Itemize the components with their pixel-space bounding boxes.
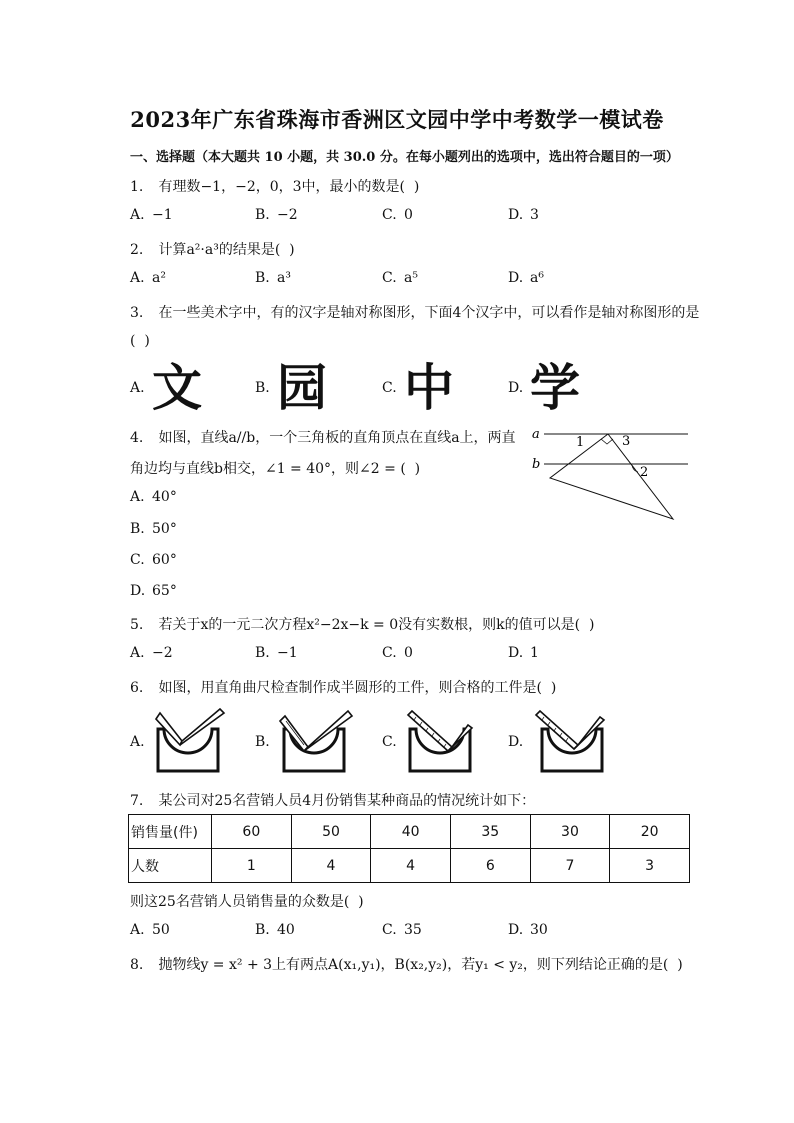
q7-option-c: C. 35 — [382, 922, 422, 938]
table-cell: 50 — [291, 815, 371, 849]
q3-option-a-label: A. — [130, 380, 145, 396]
question-5 — [130, 614, 594, 634]
q3-option-c-character: 中 — [404, 359, 454, 417]
question-text: 某公司对25名营销人员4月份销售某种商品的情况统计如下： — [158, 793, 536, 809]
label-angle-3: 3 — [622, 434, 631, 449]
question-7-continued: 则这25名营销人员销售量的众数是( ) — [130, 894, 364, 910]
question-2 — [130, 239, 295, 259]
q2-option-d: D. a⁶ — [508, 270, 544, 286]
question-6 — [130, 677, 556, 697]
question-number: 2. — [130, 242, 144, 258]
table-header-cell: 销售量(件) — [129, 815, 212, 849]
q7-option-d: D. 30 — [508, 922, 548, 938]
q7-option-b: B. 40 — [255, 922, 295, 938]
question-4-continued: 角边均与直线b相交，∠1 = 40°，则∠2 = ( ) — [130, 461, 421, 477]
question-3-continued: ( ) — [130, 333, 150, 349]
q6-workpiece-b-icon — [276, 707, 356, 775]
table-cell: 3 — [610, 849, 690, 883]
q6-option-b-label: B. — [255, 734, 270, 750]
q2-option-b: B. a³ — [255, 270, 291, 286]
label-line-a: a — [532, 427, 540, 442]
label-angle-2: 2 — [640, 465, 649, 480]
question-text: 抛物线y = x² + 3上有两点A(x₁,y₁)，B(x₂,y₂)，若y₁ < y₂，则下列结论正确的是( ) — [158, 957, 683, 973]
question-text: 若关于x的一元二次方程x²−2x−k = 0没有实数根，则k的值可以是( ) — [158, 617, 595, 633]
question-text: 如图，直线a//b，一个三角板的直角顶点在直线a上，两直 — [158, 430, 516, 446]
q4-option-a: A. 40° — [130, 489, 177, 505]
q5-option-c: C. 0 — [382, 645, 413, 661]
q3-option-b-character: 园 — [277, 359, 327, 417]
q6-option-a-label: A. — [130, 734, 145, 750]
q5-option-a: A. −2 — [130, 645, 173, 661]
q5-option-d: D. 1 — [508, 645, 539, 661]
q4-option-d: D. 65° — [130, 583, 177, 599]
q2-option-a: A. a² — [130, 270, 166, 286]
question-text: 如图，用直角曲尺检查制作成半圆形的工件，则合格的工件是( ) — [158, 680, 557, 696]
q6-option-d-label: D. — [508, 734, 524, 750]
question-number: 1. — [130, 179, 144, 195]
question-number: 7. — [130, 793, 144, 809]
table-cell: 1 — [212, 849, 292, 883]
parallel-lines-triangle-figure — [528, 424, 693, 524]
table-cell: 35 — [450, 815, 530, 849]
question-number: 6. — [130, 680, 144, 696]
q3-option-c-label: C. — [382, 380, 397, 396]
table-row — [129, 815, 690, 849]
question-text: 在一些美术字中，有的汉字是轴对称图形，下面4个汉字中，可以看作是轴对称图形的是 — [158, 305, 700, 321]
question-3 — [130, 302, 699, 322]
question-4 — [130, 427, 516, 447]
sales-stats-table — [128, 814, 690, 883]
q2-option-c: C. a⁵ — [382, 270, 418, 286]
question-number: 3. — [130, 305, 144, 321]
exam-title: 2023年广东省珠海市香洲区文园中学中考数学一模试卷 — [130, 107, 664, 132]
table-cell: 7 — [530, 849, 610, 883]
q6-workpiece-c-icon — [402, 707, 482, 775]
q3-option-d-label: D. — [508, 380, 524, 396]
q4-option-c: C. 60° — [130, 552, 177, 568]
label-angle-1: 1 — [576, 435, 585, 450]
label-line-b: b — [532, 457, 541, 472]
table-cell: 6 — [450, 849, 530, 883]
question-number: 4. — [130, 430, 144, 446]
q5-option-b: B. −1 — [255, 645, 298, 661]
table-row — [129, 849, 690, 883]
table-cell: 60 — [212, 815, 292, 849]
q7-option-a: A. 50 — [130, 922, 170, 938]
q1-option-b: B. −2 — [255, 207, 298, 223]
q6-workpiece-a-icon — [150, 707, 230, 775]
q6-workpiece-d-icon — [530, 707, 610, 775]
table-cell: 30 — [530, 815, 610, 849]
table-cell: 4 — [291, 849, 371, 883]
question-7 — [130, 790, 535, 810]
question-number: 8. — [130, 957, 144, 973]
question-1 — [130, 176, 419, 196]
table-cell: 20 — [610, 815, 690, 849]
question-text: 计算a²·a³的结果是( ) — [158, 242, 295, 258]
table-header-cell: 人数 — [129, 849, 212, 883]
q6-option-c-label: C. — [382, 734, 397, 750]
table-cell: 40 — [371, 815, 451, 849]
section-heading: 一、选择题（本大题共 10 小题，共 30.0 分。在每小题列出的选项中，选出符合题目的一项） — [130, 150, 679, 165]
q1-option-d: D. 3 — [508, 207, 539, 223]
q3-option-b-label: B. — [255, 380, 270, 396]
question-number: 5. — [130, 617, 144, 633]
q1-option-c: C. 0 — [382, 207, 413, 223]
q1-option-a: A. −1 — [130, 207, 173, 223]
q3-option-a-character: 文 — [152, 359, 202, 417]
q4-option-b: B. 50° — [130, 521, 177, 537]
question-text: 有理数−1，−2，0，3中，最小的数是( ) — [158, 179, 420, 195]
table-cell: 4 — [371, 849, 451, 883]
question-8 — [130, 954, 683, 974]
q3-option-d-character: 学 — [530, 359, 580, 417]
